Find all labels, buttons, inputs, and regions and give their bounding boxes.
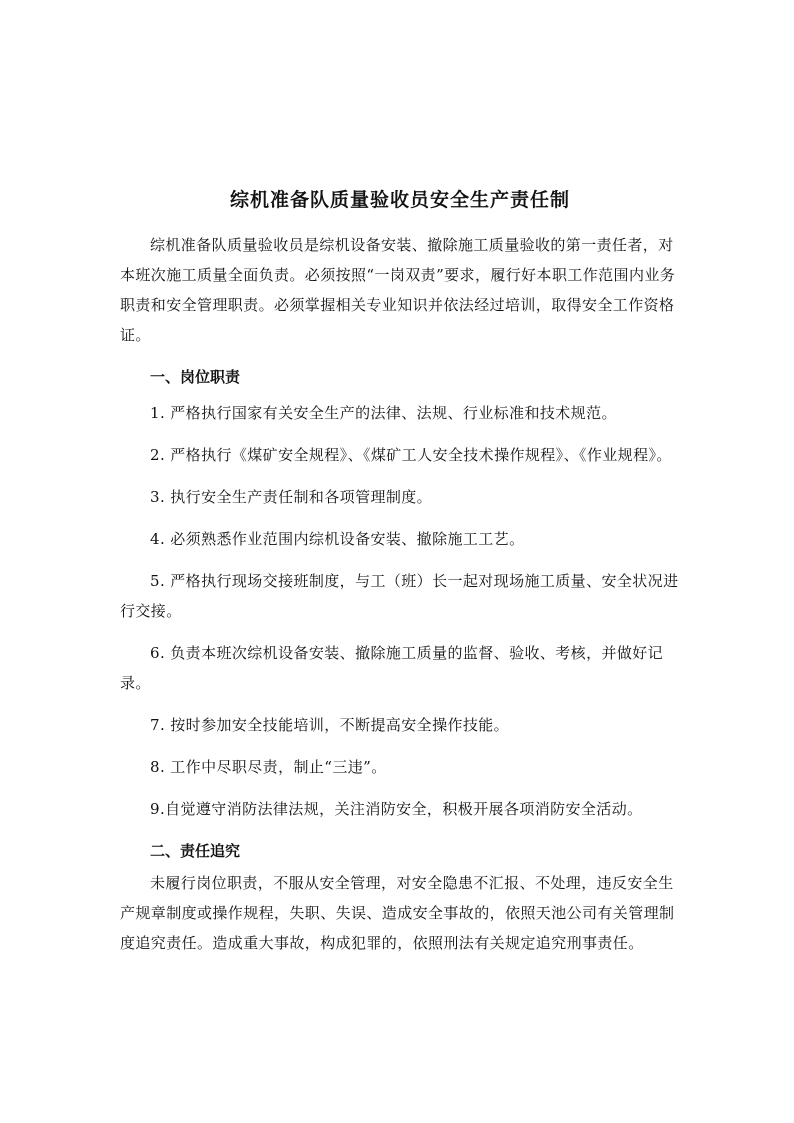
duty-item-4: 4. 必须熟悉作业范围内综机设备安装、撤除施工工艺。	[150, 530, 525, 548]
document-title: 综机准备队质量验收员安全生产责任制	[229, 189, 570, 211]
accountability-paragraph: 未履行岗位职责，不服从安全管理，对安全隐患不汇报、不处理，违反安全生产规章制度或操作规程，失职、失误、造成安全事故的，依照天池公司有关管理制度追究责任。造成重大事故，构成犯罪的，依照刑法有关规定追究刑事责任。	[120, 874, 675, 952]
duty-item-9: 9.自觉遵守消防法律法规，关注消防安全，积极开展各项消防安全活动。	[150, 800, 643, 818]
section-heading-duties: 一、岗位职责	[150, 368, 241, 386]
intro-paragraph: 综机准备队质量验收员是综机设备安装、撤除施工质量验收的第一责任者，对本班次施工质量全面负责。必须按照“一岗双责”要求，履行好本职工作范围内业务职责和安全管理职责。必须掌握相关专业知识并依法经过培训，取得安全工作资格证。	[120, 236, 676, 344]
duty-item-5: 5. 严格执行现场交接班制度，与工（班）长一起对现场施工质量、安全状况进行交接。	[120, 572, 679, 620]
duty-item-2: 2. 严格执行《煤矿安全规程》、《煤矿工人安全技术操作规程》、《作业规程》。	[150, 446, 672, 464]
document-page	[120, 186, 680, 958]
duty-item-7: 7. 按时参加安全技能培训，不断提高安全操作技能。	[150, 716, 510, 734]
duty-item-6: 6. 负责本班次综机设备安装、撤除施工质量的监督、验收、考核，并做好记录。	[120, 644, 664, 692]
duties-list	[120, 398, 680, 824]
duty-item-3: 3. 执行安全生产责任制和各项管理制度。	[150, 488, 433, 506]
duty-item-8: 8. 工作中尽职尽责，制止“三违”。	[150, 758, 387, 776]
duty-item-1: 1. 严格执行国家有关安全生产的法律、法规、行业标准和技术规范。	[150, 404, 617, 422]
section-heading-accountability: 二、责任追究	[150, 842, 241, 860]
